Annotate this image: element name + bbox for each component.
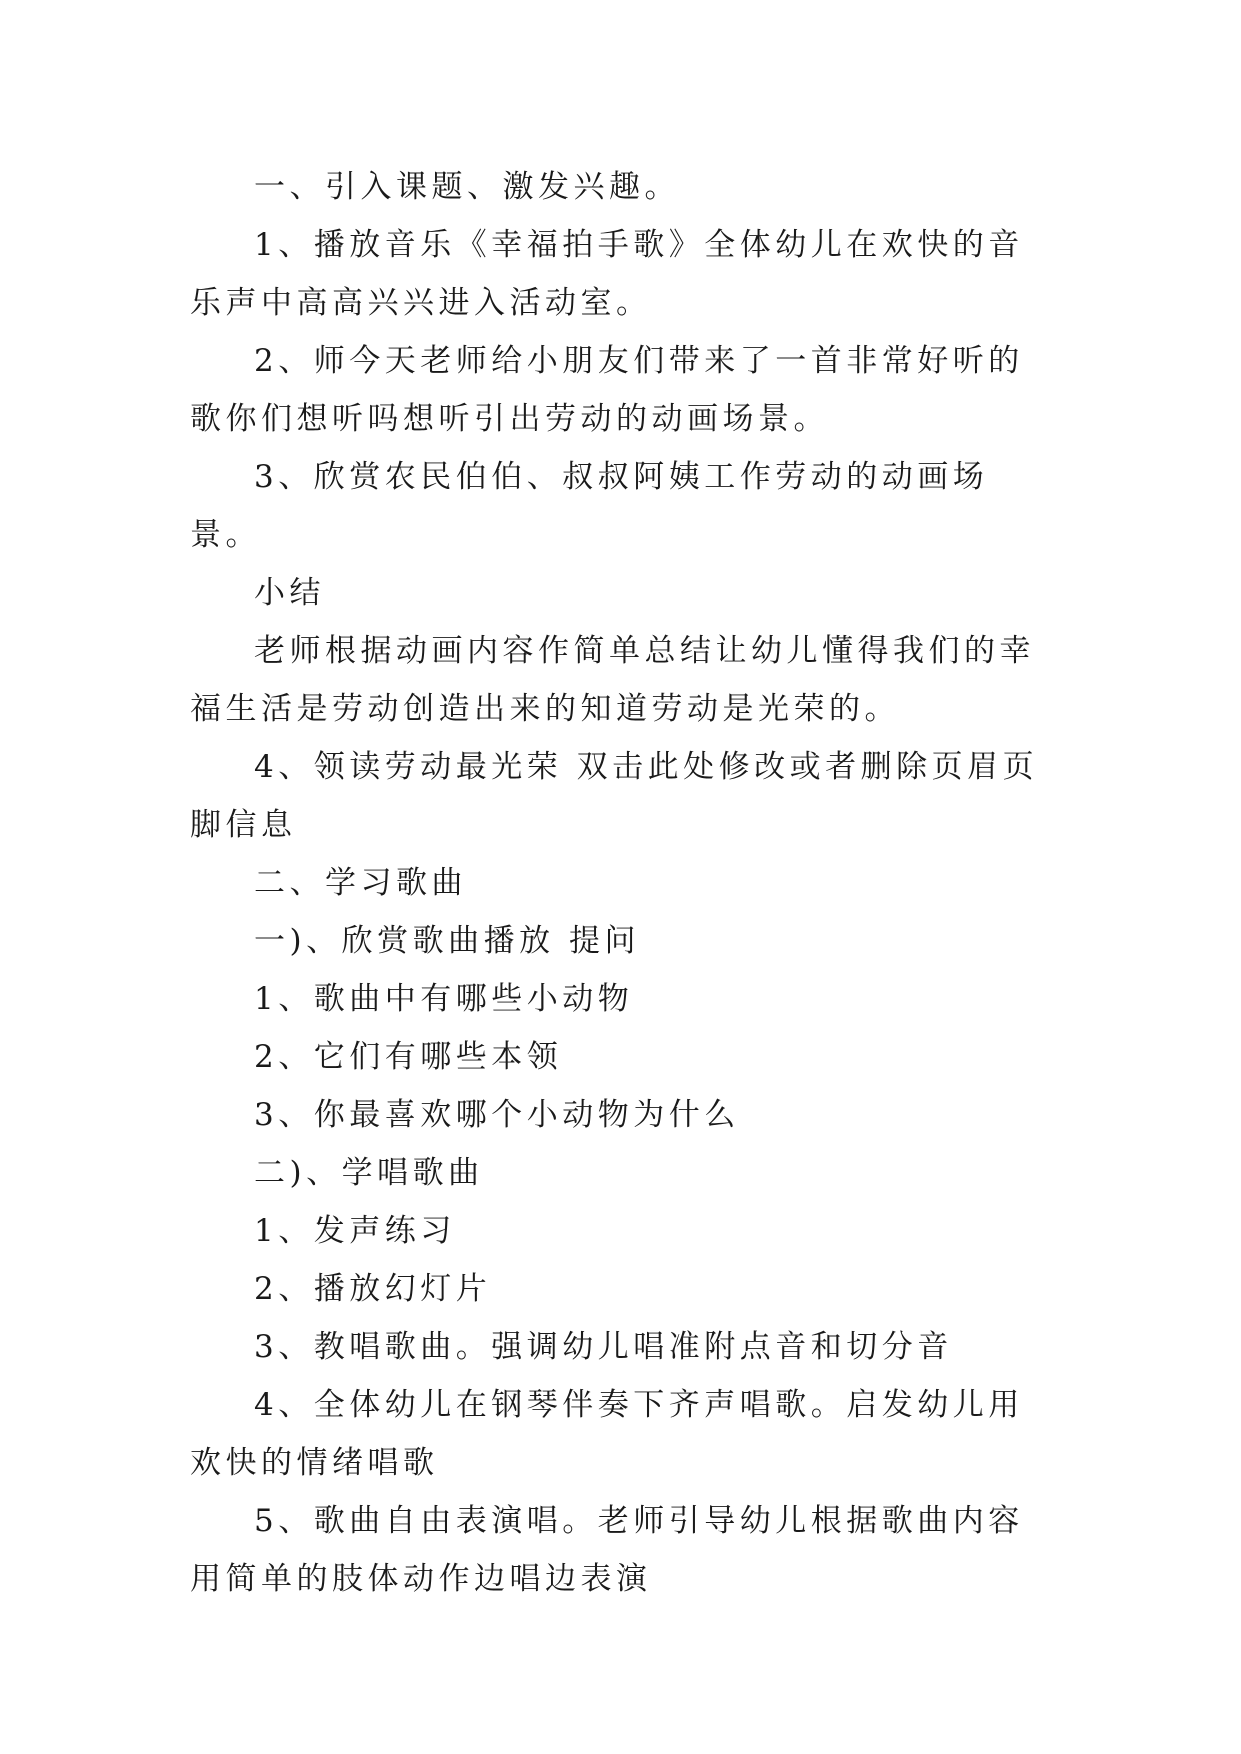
subheading-appreciate-song: 一)、欣赏歌曲播放 提问 — [254, 923, 640, 959]
singing-step-2: 2、播放幻灯片 — [254, 1271, 492, 1307]
singing-step-1: 1、发声练习 — [254, 1213, 456, 1249]
question-1: 1、歌曲中有哪些小动物 — [254, 981, 634, 1017]
heading-introduce-topic: 一、引入课题、激发兴趣。 — [254, 169, 680, 205]
heading-summary: 小结 — [254, 575, 325, 611]
paragraph-step-1: 1、播放音乐《幸福拍手歌》全体幼儿在欢快的音乐声中高高兴兴进入活动室。 — [190, 227, 1024, 321]
heading-learn-song: 二、学习歌曲 — [254, 865, 467, 901]
paragraph-step-3: 3、欣赏农民伯伯、叔叔阿姨工作劳动的动画场景。 — [190, 459, 989, 553]
subheading-learn-singing: 二)、学唱歌曲 — [254, 1155, 484, 1191]
document-body — [190, 158, 1050, 1608]
singing-step-3: 3、教唱歌曲。强调幼儿唱准附点音和切分音 — [254, 1329, 953, 1365]
question-3: 3、你最喜欢哪个小动物为什么 — [254, 1097, 740, 1133]
paragraph-step-4: 4、领读劳动最光荣 双击此处修改或者删除页眉页脚信息 — [190, 749, 1039, 843]
singing-step-4: 4、全体幼儿在钢琴伴奏下齐声唱歌。启发幼儿用欢快的情绪唱歌 — [190, 1387, 1024, 1481]
question-2: 2、它们有哪些本领 — [254, 1039, 563, 1075]
singing-step-5: 5、歌曲自由表演唱。老师引导幼儿根据歌曲内容用简单的肢体动作边唱边表演 — [190, 1503, 1024, 1597]
paragraph-step-2: 2、师今天老师给小朋友们带来了一首非常好听的歌你们想听吗想听引出劳动的动画场景。 — [190, 343, 1024, 437]
paragraph-summary-text: 老师根据动画内容作简单总结让幼儿懂得我们的幸福生活是劳动创造出来的知道劳动是光荣的。 — [190, 633, 1035, 727]
